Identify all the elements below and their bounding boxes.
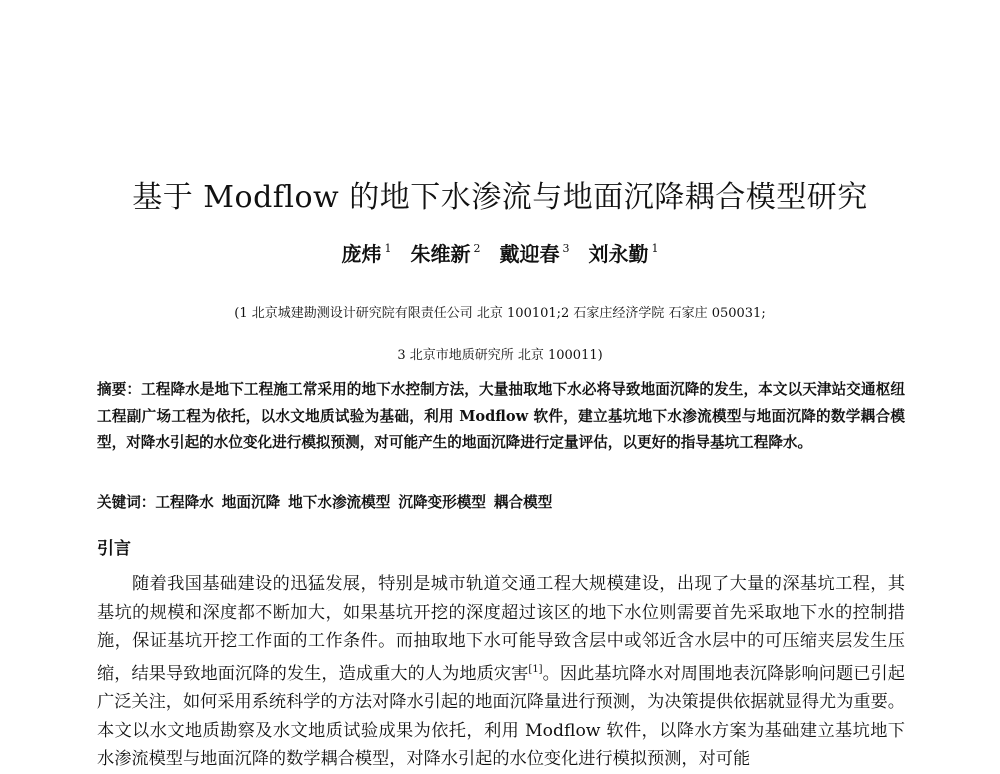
- author-name: 庞炜: [341, 242, 382, 266]
- keyword: 工程降水: [155, 494, 214, 511]
- author-name: 戴迎春: [499, 242, 560, 266]
- abstract-text: 工程降水是地下工程施工常采用的地下水控制方法，大量抽取地下水必将导致地面沉降的发生，本文以天津站交通枢纽工程副广场工程为依托，以水文地质试验为基础，利用 Modflow 软件，建立基坑地下水渗流模型与地面沉降的数学耦合模型，对降水引起的水位变化进行模拟预测，对可能产生的地面沉降进行定量评估，以更好的指导基坑工程降水。: [97, 381, 905, 451]
- abstract: [97, 377, 905, 457]
- keyword: 地下水渗流模型: [288, 494, 391, 511]
- author-affiliation-mark: 3: [562, 242, 570, 255]
- author-name: 朱维新: [410, 242, 471, 266]
- intro-paragraph: [97, 570, 905, 774]
- author: [499, 238, 569, 267]
- keyword: 耦合模型: [493, 494, 553, 511]
- author: [342, 238, 392, 267]
- intro-text: 随着我国基础建设的迅猛发展，特别是城市轨道交通工程大规模建设，出现了大量的深基坑工程，其基坑的规模和深度都不断加大，如果基坑开挖的深度超过该区的地下水位则需要首先采取地下水的控制措施，保证基坑开挖工作面的工作条件。而抽取地下水可能导致含层中或邻近含水层中的可压缩夹层发生压缩，结果导致地面沉降的发生，造成重大的人为地质灾害: [97, 574, 905, 684]
- affiliation-line: 3 北京市地质研究所 北京 100011): [397, 348, 603, 363]
- author-affiliation-mark: 2: [473, 242, 481, 255]
- affiliation-line: (1 北京城建勘测设计研究院有限责任公司 北京 100101;2 石家庄经济学院 石家庄 050031;: [234, 306, 766, 321]
- keywords-label: 关键词：: [97, 494, 156, 511]
- author-list: [0, 238, 1000, 267]
- author-name: 刘永勤: [588, 242, 649, 266]
- author-affiliation-mark: 1: [651, 242, 659, 255]
- section-heading-intro: 引言: [97, 539, 131, 559]
- keywords: [97, 490, 905, 516]
- author-affiliation-mark: 1: [384, 242, 392, 255]
- abstract-label: 摘要：: [97, 381, 142, 398]
- keyword: 沉降变形模型: [398, 494, 486, 511]
- paper-title: 基于 Modflow 的地下水渗流与地面沉降耦合模型研究: [132, 180, 868, 215]
- author: [411, 238, 481, 267]
- citation-ref[interactable]: [1]: [528, 663, 543, 675]
- keyword: 地面沉降: [221, 494, 281, 511]
- intro-text: 。因此基坑降水对周围地表沉降影响问题已引起广泛关注，如何采用系统科学的方法对降水引起的地面沉降量进行预测，为决策提供依据就显得尤为重要。本文以水文地质勘察及水文地质试验成果为依托，利用 Modflow 软件，以降水方案为基础建立基坑地下水渗流模型与地面沉降的数学耦合模型，对降水引起的水位变化进行模拟预测，对可能: [97, 663, 905, 769]
- author: [588, 238, 658, 267]
